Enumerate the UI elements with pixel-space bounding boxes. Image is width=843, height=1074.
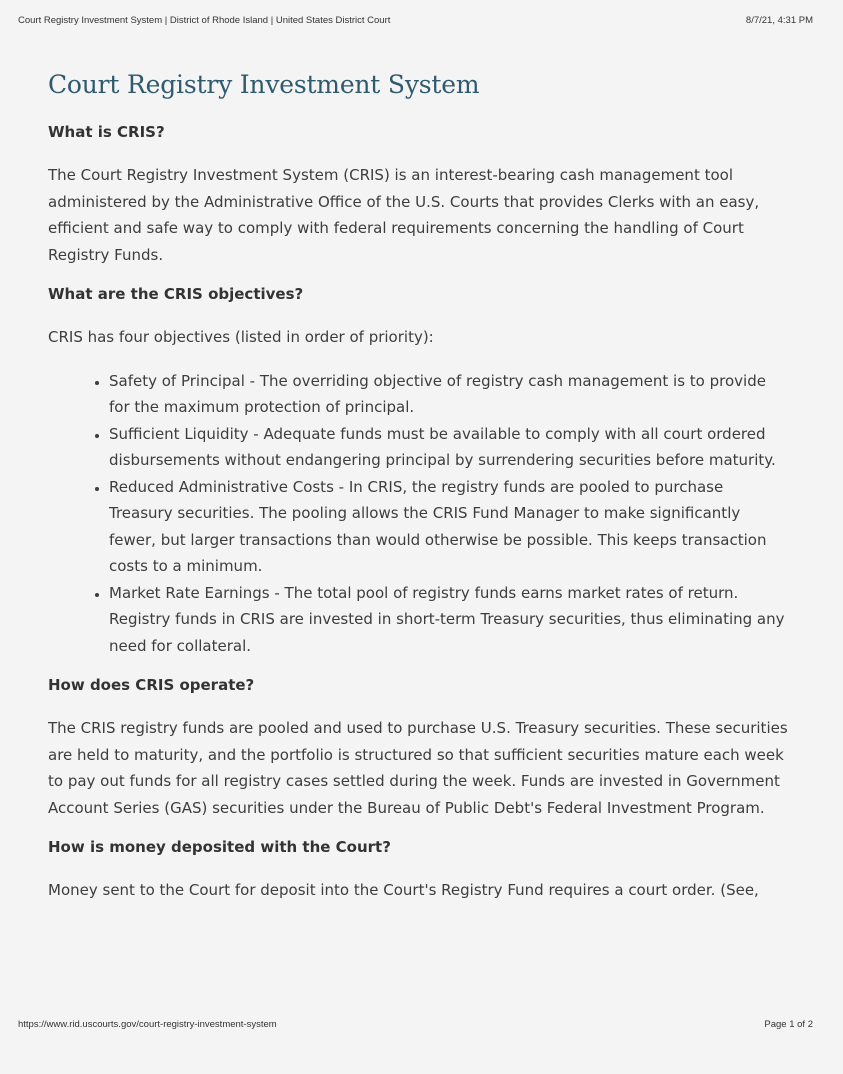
page-title: Court Registry Investment System [48, 70, 480, 99]
print-footer [18, 1019, 813, 1030]
section-paragraph-what-is-cris: The Court Registry Investment System (CRIS) is an interest-bearing cash management tool administered by the Administrative Office of the U.S. Courts that provides Clerks with an easy, efficient and safe way to comply with federal requirements concerning the handling of Court Registry Funds. [48, 166, 760, 264]
page-number: Page 1 of 2 [764, 1019, 813, 1030]
list-item: • Safety of Principal - The overriding objective of registry cash management is to provide for the maximum protection of principal. [109, 368, 788, 421]
section-paragraph-objectives: CRIS has four objectives (listed in order of priority): [48, 328, 434, 346]
list-item: • Market Rate Earnings - The total pool of registry funds earns market rates of return. Registry funds in CRIS are invested in short-term Treasury securities, thus eliminating any need for collateral. [109, 580, 788, 660]
objectives-list [48, 368, 788, 660]
document-content [48, 70, 788, 921]
section-paragraph-deposit: Money sent to the Court for deposit into the Court's Registry Fund requires a court order. (See, [48, 881, 759, 899]
print-header-timestamp: 8/7/21, 4:31 PM [745, 15, 813, 26]
print-header-title: Court Registry Investment System | District of Rhode Island | United States District Court [18, 15, 391, 26]
section-paragraph-operation: The CRIS registry funds are pooled and used to purchase U.S. Treasury securities. These securities are held to maturity, and the portfolio is structured so that sufficient securities mature each week to pay out funds for all registry cases settled during the week. Funds are invested in Government Account Series (GAS) securities under the Bureau of Public Debt's Federal Investment Program. [48, 719, 788, 817]
list-item: • Reduced Administrative Costs - In CRIS, the registry funds are pooled to purchase Treasury securities. The pooling allows the CRIS Fund Manager to make significantly fewer, but larger transactions than would otherwise be possible. This keeps transaction costs to a minimum. [109, 474, 788, 580]
print-header [18, 15, 813, 26]
section-heading-operation: How does CRIS operate? [48, 676, 255, 694]
list-item: • Sufficient Liquidity - Adequate funds must be available to comply with all court ordered disbursements without endangering principal by surrendering securities before maturity. [109, 421, 788, 474]
section-heading-what-is-cris: What is CRIS? [48, 123, 165, 141]
section-heading-objectives: What are the CRIS objectives? [48, 285, 304, 303]
section-heading-deposit: How is money deposited with the Court? [48, 838, 391, 856]
page-url: https://www.rid.uscourts.gov/court-registry-investment-system [18, 1019, 277, 1030]
